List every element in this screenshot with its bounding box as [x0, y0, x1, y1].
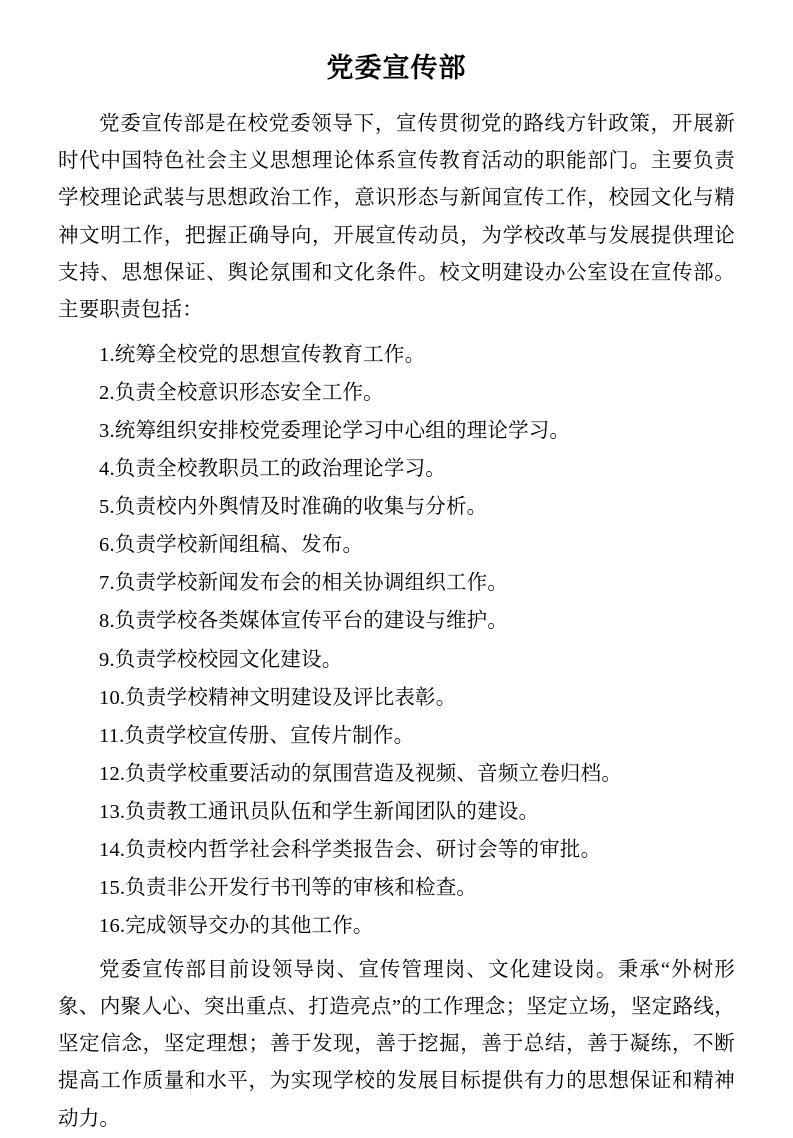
closing-paragraph: 党委宣传部目前设领导岗、宣传管理岗、文化建设岗。秉承“外树形象、内聚人心、突出重点、打造亮点”的工作理念；坚定立场，坚定路线，坚定信念，坚定理想；善于发现，善于挖掘，善于总结，善于凝练，不断提高工作质量和水平，为实现学校的发展目标提供有力的思想保证和精神动力。 [58, 958, 735, 1130]
list-item: 5.负责校内外舆情及时准确的收集与分析。 [99, 496, 488, 519]
list-item: 7.负责学校新闻发布会的相关协调组织工作。 [99, 572, 509, 595]
list-item: 16.完成领导交办的其他工作。 [99, 915, 374, 938]
list-item: 10.负责学校精神文明建设及评比表彰。 [99, 686, 457, 709]
list-item: 11.负责学校宣传册、宣传片制作。 [99, 724, 415, 747]
page-title: 党委宣传部 [326, 53, 467, 83]
list-item: 2.负责全校意识形态安全工作。 [99, 381, 384, 404]
list-item: 1.统筹全校党的思想宣传教育工作。 [99, 343, 426, 366]
list-item: 3.统筹组织安排校党委理论学习中心组的理论学习。 [99, 419, 571, 442]
list-item: 14.负责校内哲学社会科学类报告会、研讨会等的审批。 [99, 839, 602, 862]
list-item: 13.负责教工通讯员队伍和学生新闻团队的建设。 [99, 801, 540, 824]
intro-paragraph: 党委宣传部是在校党委领导下，宣传贯彻党的路线方针政策，开展新时代中国特色社会主义思想理论体系宣传教育活动的职能部门。主要负责学校理论武装与思想政治工作，意识形态与新闻宣传工作，校园文化与精神文明工作，把握正确导向，开展宣传动员，为学校改革与发展提供理论支持、思想保证、舆论氛围和文化条件。校文明建设办公室设在宣传部。主要职责包括： [58, 112, 735, 322]
list-item: 9.负责学校校园文化建设。 [99, 648, 343, 671]
list-item: 8.负责学校各类媒体宣传平台的建设与维护。 [99, 610, 509, 633]
duties-list [58, 336, 735, 946]
list-item: 6.负责学校新闻组稿、发布。 [99, 534, 364, 557]
list-item: 15.负责非公开发行书刊等的审核和检查。 [99, 877, 478, 900]
list-item: 12.负责学校重要活动的氛围营造及视频、音频立卷归档。 [99, 762, 623, 785]
list-item: 4.负责全校教职员工的政治理论学习。 [99, 457, 446, 480]
